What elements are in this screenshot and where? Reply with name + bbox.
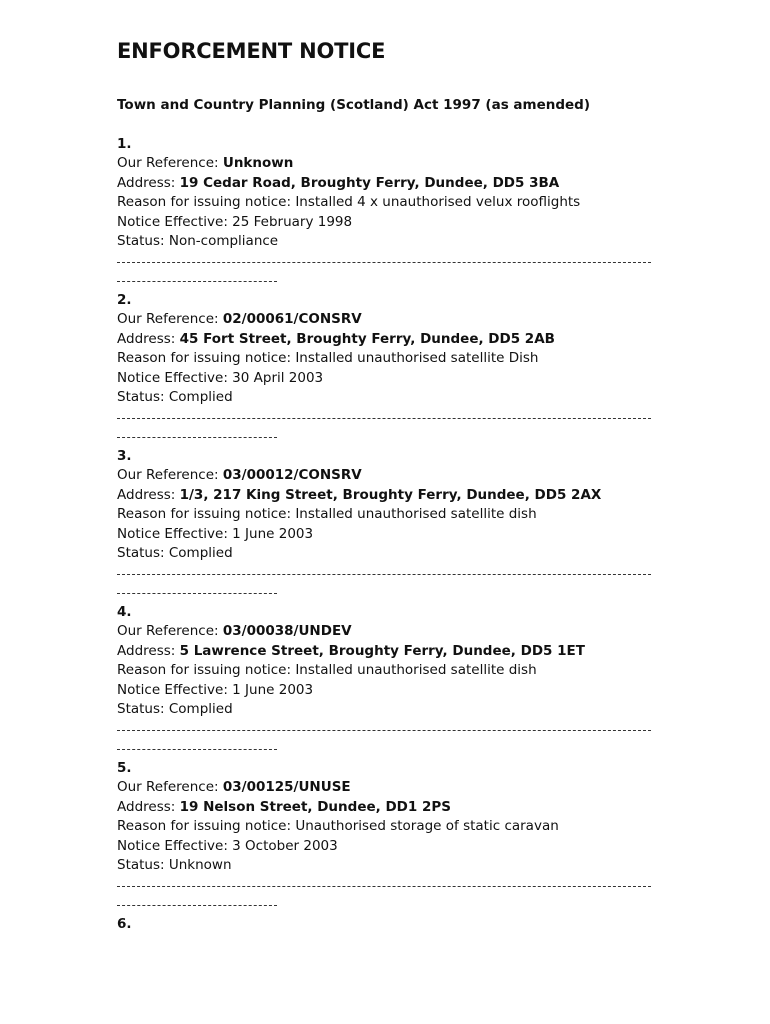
- document-page: [117, 38, 657, 934]
- effective-label: Notice Effective:: [117, 681, 233, 698]
- notice-address: [117, 330, 657, 350]
- reason-value: Installed unauthorised satellite dish: [295, 662, 537, 678]
- notice-item: [117, 603, 657, 759]
- notice-item: [117, 135, 657, 291]
- document-title: ENFORCEMENT NOTICE: [117, 39, 386, 63]
- act-title: Town and Country Planning (Scotland) Act 1997 (as amended): [117, 97, 591, 113]
- notice-item: [117, 759, 657, 915]
- effective-label: Notice Effective:: [117, 369, 233, 386]
- notice-item: [117, 447, 657, 603]
- notice-address: [117, 174, 657, 194]
- notice-reason: [117, 817, 657, 837]
- effective-label: Notice Effective:: [117, 213, 233, 230]
- notice-number: 1.: [117, 135, 132, 152]
- notice-number: 4.: [117, 603, 132, 620]
- address-value: 1/3, 217 King Street, Broughty Ferry, Dundee, DD5 2AX: [179, 486, 602, 503]
- reason-value: Installed unauthorised satellite Dish: [295, 350, 539, 366]
- status-label: Status:: [117, 857, 169, 873]
- notice-status: [117, 388, 657, 408]
- dashed-separator: [117, 408, 651, 447]
- notice-status: [117, 544, 657, 564]
- effective-value: 3 October 2003: [232, 837, 338, 854]
- reference-label: Our Reference:: [117, 155, 223, 171]
- notice-effective: [117, 837, 657, 857]
- notice-status: [117, 856, 657, 876]
- notice-item: [117, 915, 657, 935]
- notice-reference: [117, 622, 657, 642]
- reason-value: Installed unauthorised satellite dish: [295, 506, 537, 522]
- notice-effective: [117, 213, 657, 233]
- status-value: Unknown: [168, 857, 232, 873]
- address-value: 45 Fort Street, Broughty Ferry, Dundee, DD5 2AB: [179, 330, 555, 347]
- notice-reason: [117, 505, 657, 525]
- reference-value: 03/00125/UNUSE: [222, 779, 351, 795]
- effective-value: 1 June 2003: [232, 681, 314, 698]
- dashed-separator: [117, 876, 651, 915]
- notice-number: 3.: [117, 447, 132, 464]
- address-value: 5 Lawrence Street, Broughty Ferry, Dundee, DD5 1ET: [179, 642, 585, 659]
- notice-address: [117, 642, 657, 662]
- dashed-separator: [117, 252, 651, 291]
- status-value: Non-compliance: [168, 233, 279, 249]
- address-label: Address:: [117, 330, 180, 347]
- reference-value: Unknown: [222, 155, 294, 171]
- effective-value: 1 June 2003: [232, 525, 314, 542]
- reason-label: Reason for issuing notice:: [117, 350, 296, 366]
- status-label: Status:: [117, 545, 169, 561]
- notice-number: 2.: [117, 291, 132, 308]
- notice-effective: [117, 525, 657, 545]
- notice-item: [117, 291, 657, 447]
- status-label: Status:: [117, 389, 169, 405]
- effective-label: Notice Effective:: [117, 837, 233, 854]
- reference-label: Our Reference:: [117, 467, 223, 483]
- reason-value: Installed 4 x unauthorised velux rooflights: [295, 194, 581, 210]
- notice-number: 6.: [117, 915, 132, 932]
- address-label: Address:: [117, 174, 180, 191]
- reason-label: Reason for issuing notice:: [117, 662, 296, 678]
- reference-label: Our Reference:: [117, 311, 223, 327]
- address-label: Address:: [117, 486, 180, 503]
- status-value: Complied: [168, 545, 233, 561]
- dashed-separator: [117, 720, 651, 759]
- reason-value: Unauthorised storage of static caravan: [295, 818, 559, 834]
- status-value: Complied: [168, 701, 233, 717]
- notice-effective: [117, 681, 657, 701]
- notice-number: 5.: [117, 759, 132, 776]
- notice-reference: [117, 310, 657, 330]
- dashed-separator: [117, 564, 651, 603]
- reference-value: 03/00012/CONSRV: [222, 467, 362, 483]
- reference-label: Our Reference:: [117, 779, 223, 795]
- notice-reference: [117, 466, 657, 486]
- notice-reason: [117, 661, 657, 681]
- notice-reference: [117, 154, 657, 174]
- address-value: 19 Nelson Street, Dundee, DD1 2PS: [179, 798, 451, 815]
- effective-label: Notice Effective:: [117, 525, 233, 542]
- address-label: Address:: [117, 798, 180, 815]
- status-label: Status:: [117, 233, 169, 249]
- reference-value: 03/00038/UNDEV: [222, 623, 352, 639]
- effective-value: 30 April 2003: [232, 369, 324, 386]
- notice-list: [117, 135, 657, 935]
- address-value: 19 Cedar Road, Broughty Ferry, Dundee, DD5 3BA: [179, 174, 560, 191]
- reason-label: Reason for issuing notice:: [117, 194, 296, 210]
- notice-address: [117, 798, 657, 818]
- notice-status: [117, 700, 657, 720]
- notice-status: [117, 232, 657, 252]
- effective-value: 25 February 1998: [232, 213, 353, 230]
- notice-reason: [117, 193, 657, 213]
- reference-value: 02/00061/CONSRV: [222, 311, 362, 327]
- notice-reference: [117, 778, 657, 798]
- notice-reason: [117, 349, 657, 369]
- reference-label: Our Reference:: [117, 623, 223, 639]
- status-label: Status:: [117, 701, 169, 717]
- notice-effective: [117, 369, 657, 389]
- status-value: Complied: [168, 389, 233, 405]
- reason-label: Reason for issuing notice:: [117, 818, 296, 834]
- notice-address: [117, 486, 657, 506]
- reason-label: Reason for issuing notice:: [117, 506, 296, 522]
- address-label: Address:: [117, 642, 180, 659]
